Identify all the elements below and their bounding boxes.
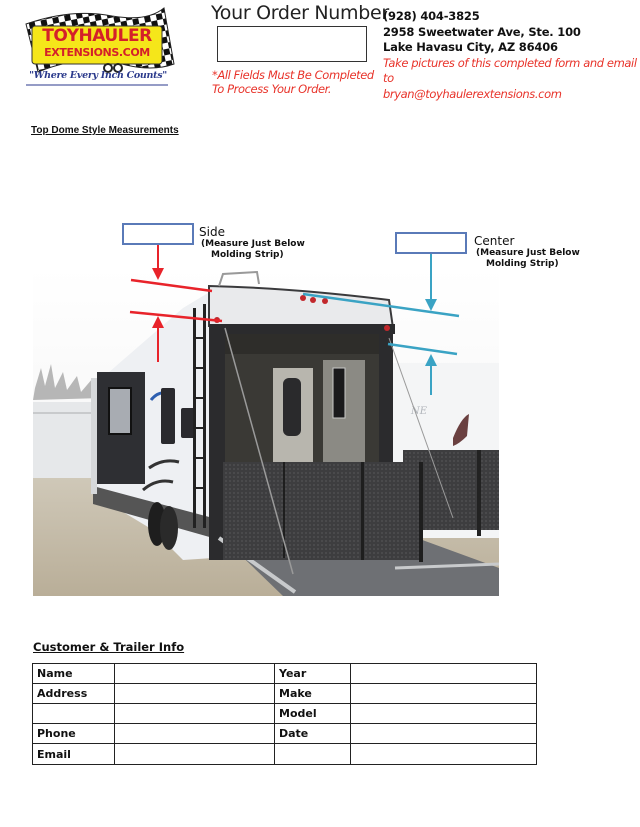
table-row: [33, 724, 537, 744]
table-row: [33, 704, 537, 724]
email-instruction-line2[interactable]: bryan@toyhaulerextensions.com: [383, 86, 562, 101]
order-number-title: Your Order Number: [211, 2, 389, 24]
address-line2-field[interactable]: [115, 704, 275, 724]
side-note-line2: Molding Strip): [211, 250, 284, 260]
logo-line1: TOYHAULER: [42, 26, 152, 46]
required-note-line2: To Process Your Order.: [212, 82, 332, 96]
customer-info-section-title: Customer & Trailer Info: [33, 640, 185, 654]
extra-field[interactable]: [351, 744, 537, 765]
logo-line2: EXTENSIONS.COM: [44, 46, 150, 59]
name-field[interactable]: [115, 664, 275, 684]
email-field[interactable]: [115, 744, 275, 765]
center-measurement-field[interactable]: [395, 232, 467, 254]
email-instruction-line1: Take pictures of this completed form and email to: [383, 55, 637, 85]
svg-text:NE: NE: [411, 406, 428, 417]
measurements-section-title: Top Dome Style Measurements: [31, 125, 179, 136]
row-label-make: Make: [275, 684, 351, 704]
side-note-line1: (Measure Just Below: [201, 239, 305, 249]
contact-address-line2: Lake Havasu City, AZ 86406: [383, 40, 558, 54]
center-note-line2: Molding Strip): [486, 259, 559, 269]
required-note-line1: *All Fields Must Be Completed: [212, 68, 374, 82]
center-label-title: Center: [474, 234, 515, 248]
row-label-address: Address: [33, 684, 115, 704]
toyhauler-trailer-photo: [33, 268, 499, 596]
row-label-name: Name: [33, 664, 115, 684]
year-field[interactable]: [351, 664, 537, 684]
logo-tagline: "Where Every Inch Counts": [29, 70, 167, 81]
row-label-address-2: [33, 704, 115, 724]
order-number-field[interactable]: [217, 26, 367, 62]
row-label-phone: Phone: [33, 724, 115, 744]
row-label-date: Date: [275, 724, 351, 744]
make-field[interactable]: [351, 684, 537, 704]
row-label-empty: [275, 744, 351, 765]
side-measurement-label: [199, 225, 305, 261]
address-field[interactable]: [115, 684, 275, 704]
contact-block: [383, 9, 640, 102]
table-row: [33, 684, 537, 704]
company-logo: [12, 2, 182, 92]
phone-field[interactable]: [115, 724, 275, 744]
side-label-title: Side: [199, 225, 225, 239]
contact-phone: (928) 404-3825: [383, 9, 480, 23]
center-measurement-label: [474, 234, 580, 270]
row-label-email: Email: [33, 744, 115, 765]
table-row: [33, 744, 537, 765]
customer-trailer-info-table: [32, 663, 537, 765]
side-measurement-field[interactable]: [122, 223, 194, 245]
date-field[interactable]: [351, 724, 537, 744]
center-note-line1: (Measure Just Below: [476, 248, 580, 258]
contact-address-line1: 2958 Sweetwater Ave, Ste. 100: [383, 24, 581, 39]
model-field[interactable]: [351, 704, 537, 724]
table-row: [33, 664, 537, 684]
required-fields-note: [212, 68, 374, 96]
row-label-year: Year: [275, 664, 351, 684]
row-label-model: Model: [275, 704, 351, 724]
